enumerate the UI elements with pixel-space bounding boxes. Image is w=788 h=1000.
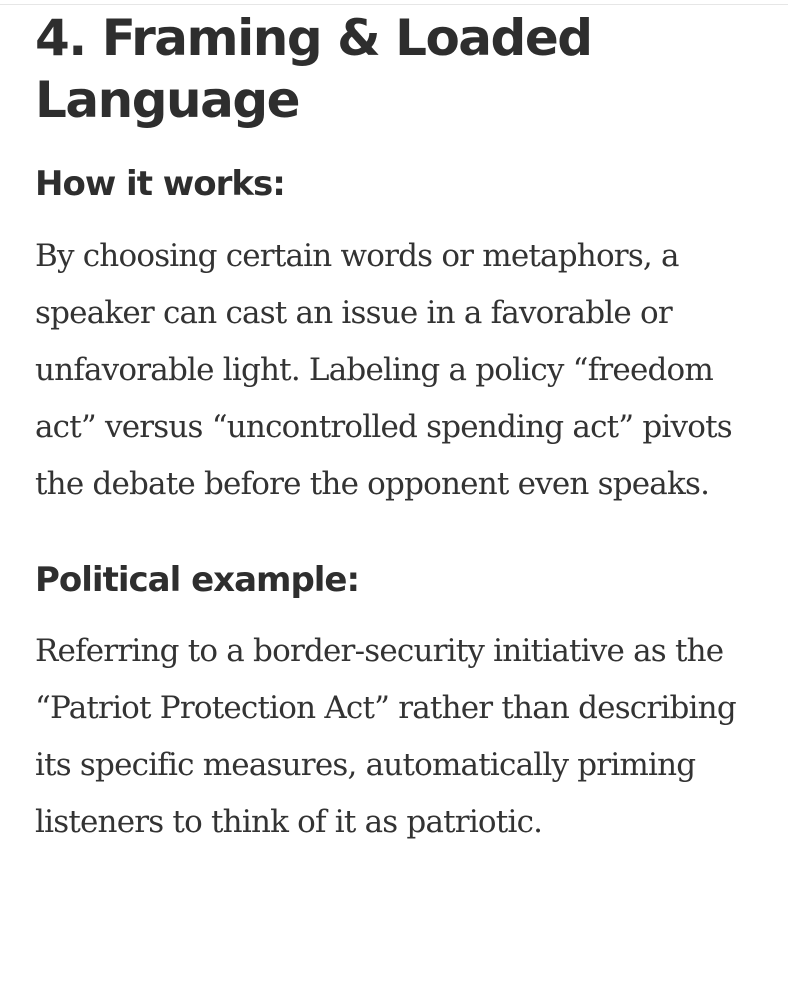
section-title: 4. Framing & Loaded Language xyxy=(35,9,592,129)
how-it-works-heading: How it works: xyxy=(35,164,285,204)
how-it-works-paragraph: By choosing certain words or metaphors, a speaker can cast an issue in a favorable or unfavorable light. Labeling a policy “freedom act” versus “uncontrolled spending act” pivots the debate before the opponent even speaks. xyxy=(35,238,732,502)
political-example-heading: Political example: xyxy=(35,560,360,600)
article-body xyxy=(35,0,765,851)
political-example-paragraph: Referring to a border-security initiative as the “Patriot Protection Act” rather than describing its specific measures, automatically priming listeners to think of it as patriotic. xyxy=(35,633,736,840)
